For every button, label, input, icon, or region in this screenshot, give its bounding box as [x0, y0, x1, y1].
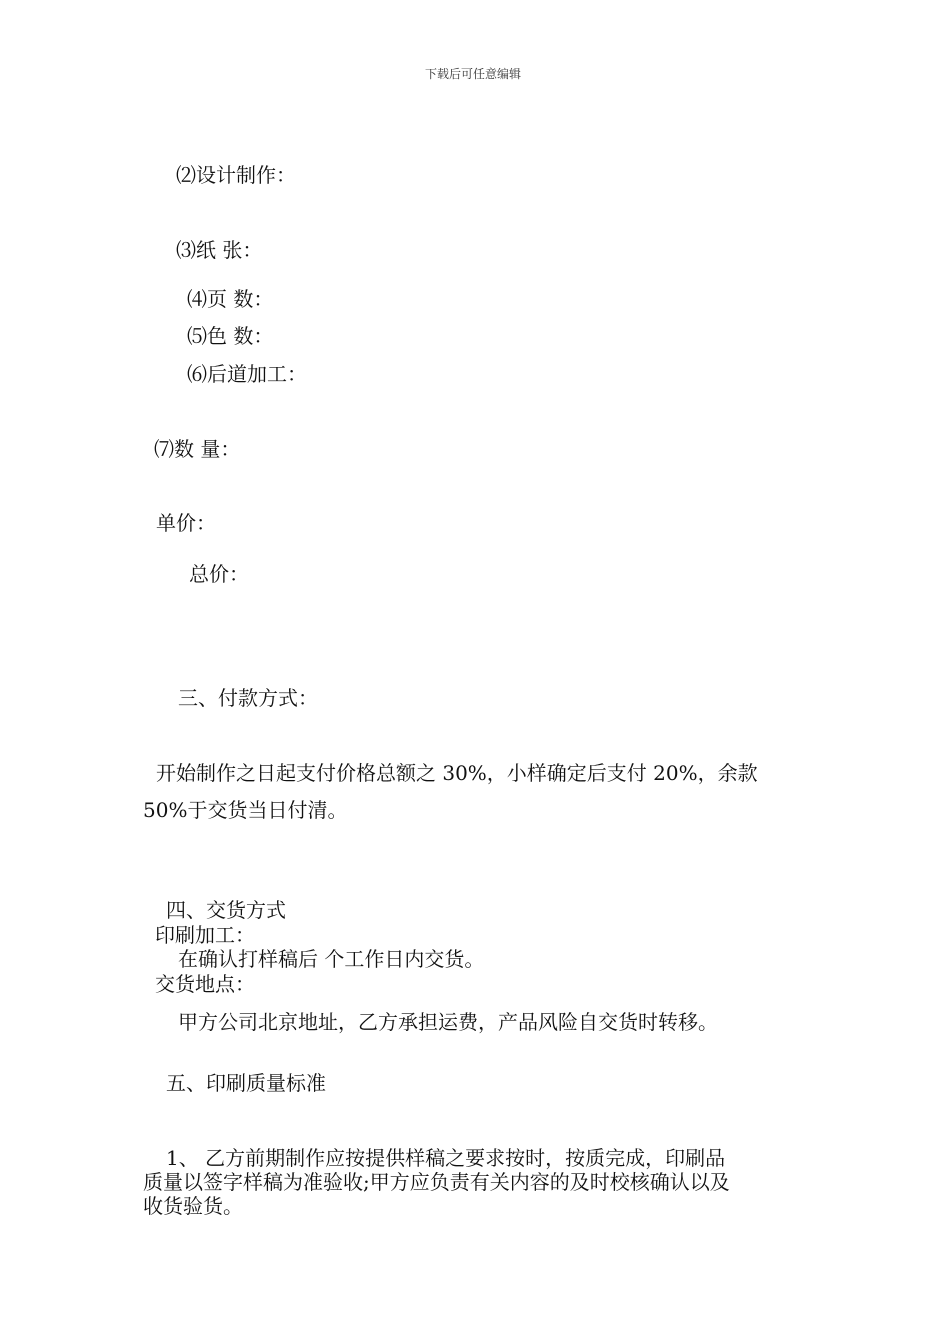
- quality-item-1-line-1: 1、 乙方前期制作应按提供样稿之要求按时，按质完成，印刷品: [166, 1146, 726, 1170]
- delivery-location-label: 交货地点：: [155, 972, 255, 996]
- spec-colors: ⑸色 数：: [187, 324, 274, 348]
- delivery-heading: 四、交货方式: [166, 898, 286, 922]
- payment-heading: 三、付款方式：: [178, 686, 318, 710]
- quality-heading: 五、印刷质量标准: [166, 1071, 326, 1095]
- delivery-printing-label: 印刷加工：: [155, 923, 255, 947]
- spec-post-processing: ⑹后道加工：: [187, 362, 307, 386]
- spec-total-price: 总价：: [189, 562, 249, 586]
- delivery-location-text: 甲方公司北京地址，乙方承担运费，产品风险自交货时转移。: [178, 1010, 718, 1034]
- spec-pages: ⑷页 数：: [187, 287, 274, 311]
- spec-paper: ⑶纸 张：: [176, 238, 263, 262]
- quality-item-1-line-3: 收货验货。: [143, 1194, 243, 1218]
- quality-item-1-line-2: 质量以签字样稿为准验收;甲方应负责有关内容的及时校核确认以及: [143, 1170, 730, 1194]
- delivery-printing-text: 在确认打样稿后 个工作日内交货。: [178, 947, 485, 971]
- spec-unit-price: 单价：: [156, 511, 216, 535]
- header-watermark: 下载后可任意编辑: [425, 67, 522, 81]
- payment-line-2: 50%于交货当日付清。: [143, 798, 348, 822]
- spec-design: ⑵设计制作：: [176, 163, 296, 187]
- spec-quantity: ⑺数 量：: [154, 437, 241, 461]
- payment-line-1: 开始制作之日起支付价格总额之 30%，小样确定后支付 20%，余款: [156, 761, 758, 785]
